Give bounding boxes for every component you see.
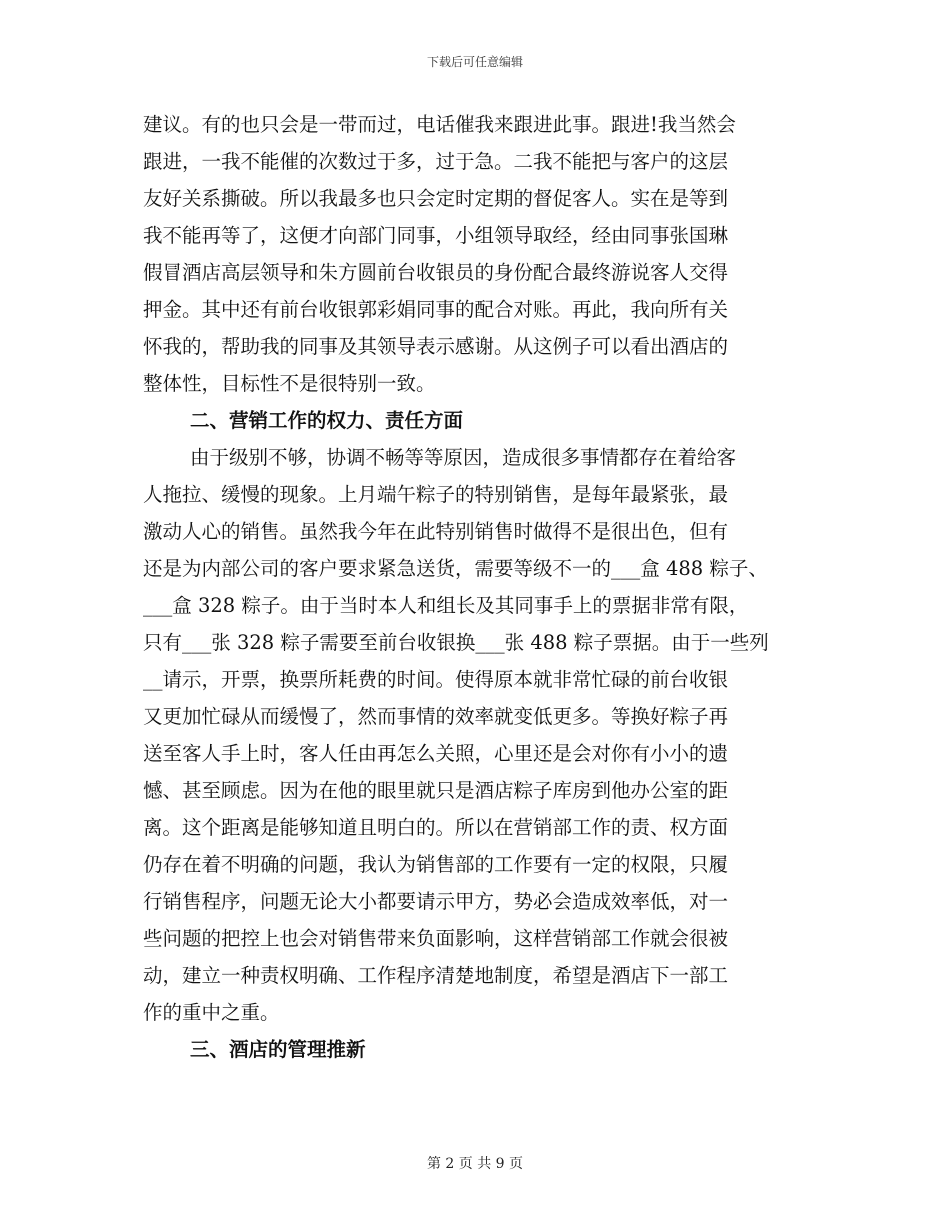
paragraph-line: 作的重中之重。: [143, 1001, 280, 1024]
section-heading: 三、酒店的管理推新: [190, 1038, 366, 1061]
paragraph-line: 假冒酒店高层领导和朱方圆前台收银员的身份配合最终游说客人交得: [143, 261, 729, 284]
paragraph-line: 离。这个距离是能够知道且明白的。所以在营销部工作的责、权方面: [143, 816, 729, 839]
paragraph-line: 又更加忙碌从而缓慢了，然而事情的效率就变低更多。等换好粽子再: [143, 705, 729, 728]
paragraph-line: 只有___张 328 粽子需要至前台收银换___张 488 粽子票据。由于一些列: [143, 631, 769, 654]
paragraph-line: ___盒 328 粽子。由于当时本人和组长及其同事手上的票据非常有限，: [143, 594, 749, 617]
page-footer: 第 2 页 共 9 页: [426, 1156, 524, 1172]
paragraph-line: 还是为内部公司的客户要求紧急送货，需要等级不一的___盒 488 粽子、: [143, 557, 768, 580]
paragraph-line: 友好关系撕破。所以我最多也只会定时定期的督促客人。实在是等到: [143, 187, 729, 210]
paragraph-line: 动，建立一种责权明确、工作程序清楚地制度，希望是酒店下一部工: [143, 964, 729, 987]
paragraph-line: 行销售程序，问题无论大小都要请示甲方，势必会造成效率低，对一: [143, 890, 729, 913]
paragraph-line: 些问题的把控上也会对销售带来负面影响，这样营销部工作就会很被: [143, 927, 729, 950]
section-heading: 二、营销工作的权力、责任方面: [190, 409, 464, 432]
paragraph-line: 送至客人手上时，客人任由再怎么关照，心里还是会对你有小小的遗: [143, 742, 729, 765]
paragraph-line: 怀我的，帮助我的同事及其领导表示感谢。从这例子可以看出酒店的: [143, 335, 729, 358]
paragraph-line: 仍存在着不明确的问题，我认为销售部的工作要有一定的权限，只履: [143, 853, 729, 876]
paragraph-line: 激动人心的销售。虽然我今年在此特别销售时做得不是很出色，但有: [143, 520, 729, 543]
paragraph-line: 我不能再等了，这便才向部门同事，小组领导取经，经由同事张国琳: [143, 224, 729, 247]
paragraph-line: 建议。有的也只会是一带而过，电话催我来跟进此事。跟进!我当然会: [143, 113, 736, 136]
paragraph-line: 由于级别不够，协调不畅等等原因，造成很多事情都存在着给客: [190, 446, 737, 469]
paragraph-line: 整体性，目标性不是很特别一致。: [143, 372, 436, 395]
paragraph-line: __请示，开票，换票所耗费的时间。使得原本就非常忙碌的前台收银: [143, 668, 729, 691]
paragraph-line: 憾、甚至顾虑。因为在他的眼里就只是酒店粽子库房到他办公室的距: [143, 779, 729, 802]
paragraph-line: 跟进，一我不能催的次数过于多，过于急。二我不能把与客户的这层: [143, 150, 729, 173]
page-header: 下载后可任意编辑: [426, 55, 523, 69]
document-body: [143, 106, 808, 1068]
paragraph-line: 人拖拉、缓慢的现象。上月端午粽子的特别销售，是每年最紧张，最: [143, 483, 729, 506]
paragraph-line: 押金。其中还有前台收银郭彩娟同事的配合对账。再此，我向所有关: [143, 298, 729, 321]
